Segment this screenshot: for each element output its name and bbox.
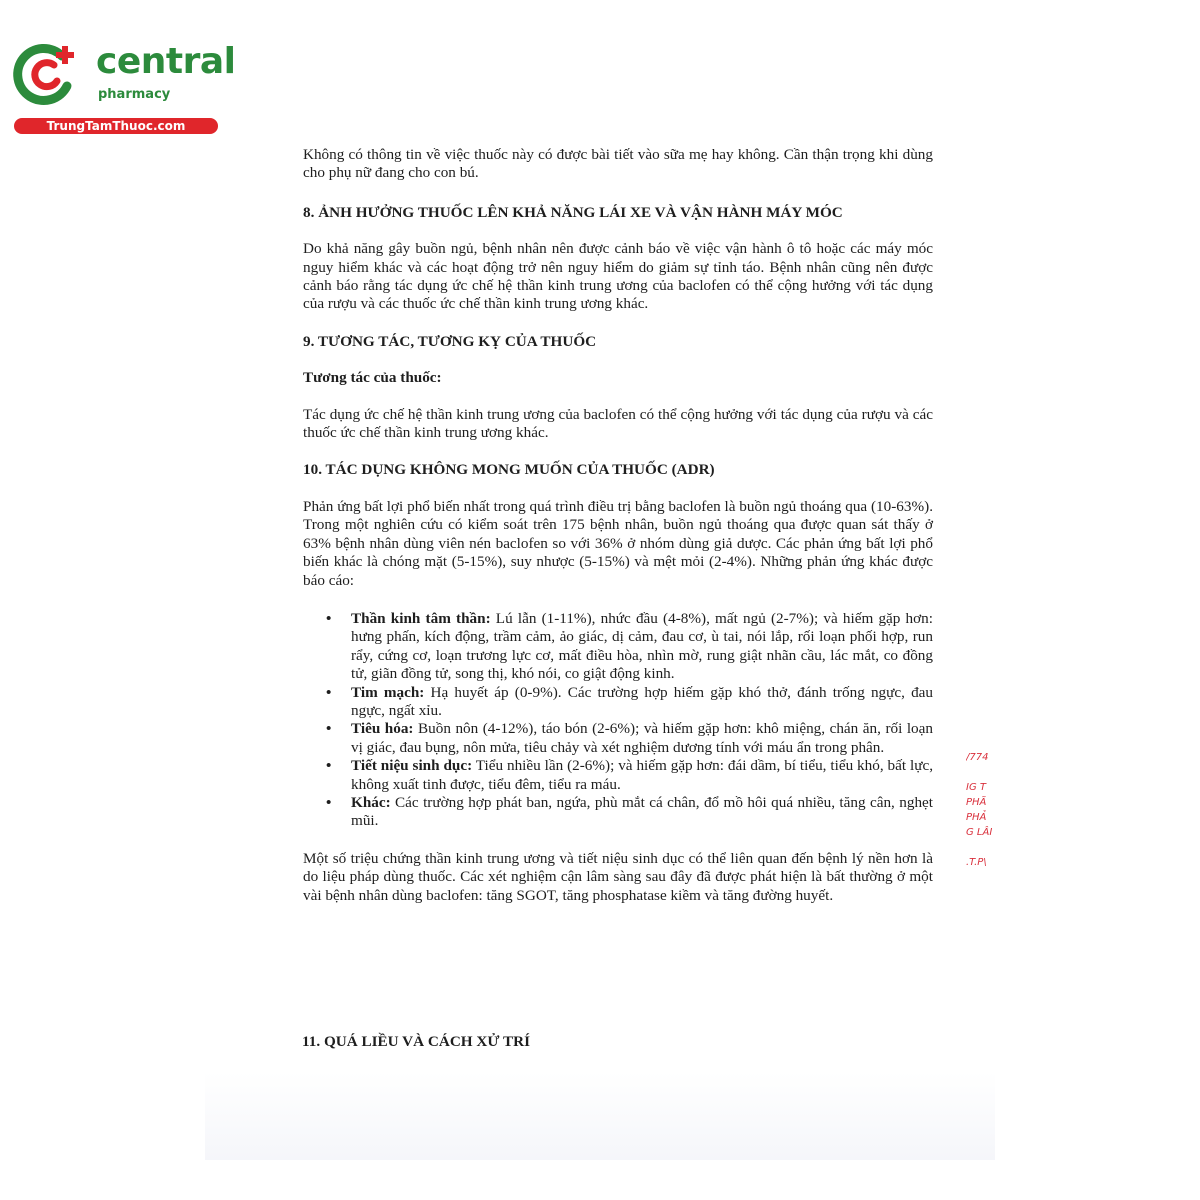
adr-item-text: Hạ huyết áp (0-9%). Các trường hợp hiếm gặp khó thở, đánh trống ngực, đau ngực, ngất xỉu.	[351, 683, 933, 719]
red-stamp-fragment: /774 IG T PHÃ PHẢ G LÂI .T.P\	[966, 752, 993, 868]
adr-item-urogenital	[326, 757, 933, 794]
adr-item-label: Tiêu hóa:	[351, 720, 414, 738]
section-11-heading: 11. QUÁ LIỀU VÀ CÁCH XỬ TRÍ	[302, 1033, 530, 1050]
bullet-icon: •	[326, 720, 332, 738]
section-9-body: Tác dụng ức chế hệ thần kinh trung ương của baclofen có thể cộng hưởng với tác dụng của rượu và các thuốc ức chế thần kinh trung ương khác.	[303, 405, 933, 442]
intro-paragraph: Không có thông tin về việc thuốc này có được bài tiết vào sữa mẹ hay không. Cần thận trọng khi dùng cho phụ nữ đang cho con bú.	[303, 146, 933, 182]
adr-item-label: Tim mạch:	[351, 683, 425, 701]
adr-item-text: Buồn nôn (4-12%), táo bón (2-6%); và hiếm gặp hơn: khô miệng, chán ăn, rối loạn vị giác, đau bụng, nôn mửa, tiêu chảy và xét nghiệm dương tính với máu ẩn trong phân.	[351, 720, 933, 756]
bullet-icon: •	[326, 757, 332, 775]
bullet-icon: •	[326, 683, 332, 701]
section-10-closing: Một số triệu chứng thần kinh trung ương và tiết niệu sinh dục có thể liên quan đến bệnh lý nền hơn là do liệu pháp dùng thuốc. Các xét nghiệm cận lâm sàng sau đây đã được phát hiện là bất thường ở một vài bệnh nhân dùng baclofen: tăng SGOT, tăng phosphatase kiềm và tăng đường huyết.	[303, 849, 933, 904]
adr-item-label: Khác:	[351, 793, 391, 811]
brand-name: central	[96, 41, 236, 82]
section-8-heading: 8. ẢNH HƯỞNG THUỐC LÊN KHẢ NĂNG LÁI XE VÀ VẬN HÀNH MÁY MÓC	[303, 203, 843, 221]
adr-item-label: Tiết niệu sinh dục:	[351, 757, 473, 775]
bullet-icon: •	[326, 609, 332, 627]
adr-item-cardio	[326, 683, 933, 721]
adr-item-digestive	[326, 720, 933, 757]
section-10-body: Phản ứng bất lợi phổ biến nhất trong quá trình điều trị bằng baclofen là buồn ngủ thoáng qua (10-63%). Trong một nghiên cứu có kiểm soát trên 175 bệnh nhân, buồn ngủ thoáng qua được quan sát thấy ở 63% bệnh nhân dùng viên nén baclofen so với 36% ở nhóm dùng giả dược. Các phản ứng bất lợi phổ biến khác là chóng mặt (5-15%), suy nhược (5-15%) và mệt mỏi (2-4%). Những phản ứng khác được báo cáo:	[303, 497, 933, 589]
section-8-body: Do khả năng gây buồn ngủ, bệnh nhân nên được cảnh báo về việc vận hành ô tô hoặc các máy móc nguy hiểm khác và các hoạt động trở nên nguy hiểm do giảm sự tỉnh táo. Bệnh nhân cũng nên được cảnh báo rằng tác dụng ức chế hệ thần kinh trung ương của baclofen có thể cộng hưởng với tác dụng của rượu và các thuốc ức chế thần kinh trung ương khác.	[303, 240, 933, 313]
section-9-subheading: Tương tác của thuốc:	[303, 369, 442, 387]
brand-website: TrungTamThuoc.com	[14, 118, 218, 134]
brand-subtitle: pharmacy	[98, 87, 171, 102]
adr-item-text: Tiểu nhiều lần (2-6%); và hiếm gặp hơn: đái dầm, bí tiểu, tiểu khó, bất lực, không xuất tinh được, tiểu đêm, tiểu ra máu.	[351, 757, 933, 793]
adr-item-label: Thần kinh tâm thần:	[351, 609, 491, 627]
document-body	[303, 146, 933, 905]
bullet-icon: •	[326, 793, 332, 811]
section-10-heading: 10. TÁC DỤNG KHÔNG MONG MUỐN CỦA THUỐC (ADR)	[303, 461, 715, 479]
adr-item-text: Các trường hợp phát ban, ngứa, phù mắt cá chân, đổ mồ hôi quá nhiều, tăng cân, nghẹt mũi.	[351, 793, 933, 830]
adr-list	[303, 610, 933, 831]
adr-item-other	[326, 793, 933, 831]
adr-item-text: Lú lẫn (1-11%), nhức đầu (4-8%), mất ngủ (2-7%); và hiếm gặp hơn: hưng phấn, kích động, trầm cảm, ảo giác, dị cảm, đau cơ, ù tai, nói lắp, rối loạn phối hợp, run rẩy, cứng cơ, loạn trương lực cơ, mất điều hòa, nhìn mờ, rung giật nhãn cầu, lác mắt, co đồng tử, giãn đồng tử, song thị, khó nói, co giật động kinh.	[351, 609, 933, 683]
pharmacy-cross-logo-icon	[10, 38, 80, 108]
brand-logo[interactable]	[10, 36, 236, 136]
section-9-heading: 9. TƯƠNG TÁC, TƯƠNG KỴ CỦA THUỐC	[303, 332, 597, 350]
adr-item-neuro	[326, 609, 933, 684]
